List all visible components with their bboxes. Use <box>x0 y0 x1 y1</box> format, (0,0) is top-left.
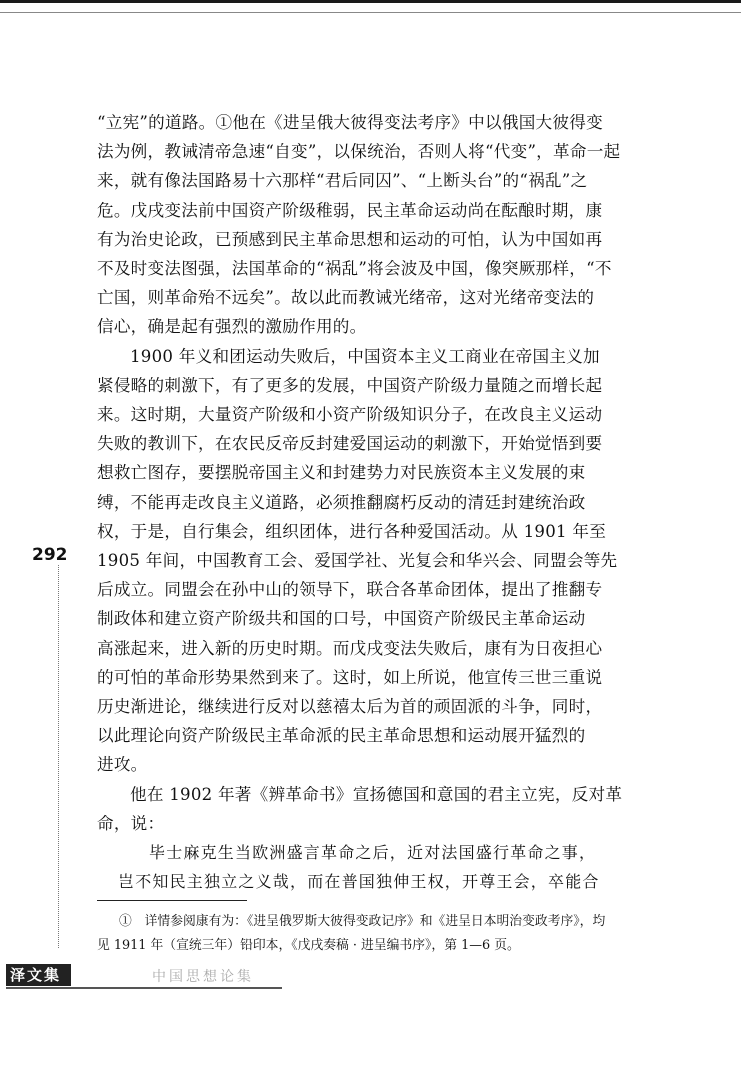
text-line: 想救亡图存，要摆脱帝国主义和封建势力对民族资本主义发展的束 <box>97 463 586 483</box>
text-line: 紧侵略的刺激下，有了更多的发展，中国资产阶级力量随之而增长起 <box>97 375 603 395</box>
footer-series-title: 中国思想论集 <box>152 969 254 985</box>
text-line: 权，于是，自行集会，组织团体，进行各种爱国活动。从 1901 年至 <box>97 521 607 541</box>
text-line: 历史渐进论，继续进行反对以慈禧太后为首的顽固派的斗争，同时， <box>97 697 603 717</box>
footer-rule <box>6 987 282 989</box>
text-line: 缚，不能再走改良主义道路，必须推翻腐朽反动的清廷封建统治政 <box>97 492 586 512</box>
text-line: 来，就有像法国路易十六那样“君后同囚”、“上断头台”的“祸乱”之 <box>97 171 588 191</box>
text-line: 后成立。同盟会在孙中山的领导下，联合各革命团体，提出了推翻专 <box>97 580 603 600</box>
margin-dotted-line <box>58 565 59 948</box>
text-line: 不及时变法图强，法国革命的“祸乱”将会波及中国，像突厥那样，“不 <box>97 259 612 279</box>
text-line: 信心，确是起有强烈的激励作用的。 <box>97 317 367 337</box>
footnote-rule <box>97 900 247 901</box>
paragraph-3 <box>97 780 645 838</box>
text-line: 危。戊戌变法前中国资产阶级稚弱，民主革命运动尚在酝酿时期，康 <box>97 200 603 220</box>
top-thin-rule <box>0 12 741 13</box>
quote-line: 毕士麻克生当欧洲盛言革命之后，近对法国盛行革命之事， <box>149 843 597 863</box>
text-line: 的可怕的革命形势果然到来了。这时，如上所说，他宣传三世三重说 <box>97 667 603 687</box>
quote-line: 岂不知民主独立之义哉，而在普国独伸王权，开尊王会，卒能合 <box>118 872 600 892</box>
text-line: 1900 年义和团运动失败后，中国资本主义工商业在帝国主义加 <box>130 346 600 366</box>
text-line: 有为治史论政，已预感到民主革命思想和运动的可怕，认为中国如再 <box>97 229 603 249</box>
text-line: 失败的教训下，在农民反帝反封建爱国运动的刺激下，开始觉悟到要 <box>97 434 603 454</box>
text-line: “立宪”的道路。①他在《进呈俄大彼得变法考序》中以俄国大彼得变 <box>97 113 603 132</box>
text-line: 他在 1902 年著《辨革命书》宣扬德国和意国的君主立宪，反对革 <box>130 784 623 804</box>
text-line: 高涨起来，进入新的历史时期。而戊戌变法失败后，康有为日夜担心 <box>97 638 603 658</box>
footnote-line: 见 1911 年（宣统三年）铅印本，《戊戌奏稿 · 进呈编书序》，第 1—6 页。 <box>97 938 520 953</box>
page-number: 292 <box>32 545 68 565</box>
paragraph-1 <box>97 108 645 342</box>
text-line: 制政体和建立资产阶级共和国的口号，中国资产阶级民主革命运动 <box>97 609 586 629</box>
footnote-line: ① 详情参阅康有为：《进呈俄罗斯大彼得变政记序》和《进呈日本明治变政考序》，均 <box>119 914 606 929</box>
footer-series-logo: 泽文集 <box>6 964 71 986</box>
body-text <box>97 108 645 896</box>
block-quote <box>97 838 645 896</box>
text-line: 1905 年间，中国教育工会、爱国学社、光复会和华兴会、同盟会等先 <box>97 551 618 571</box>
text-line: 命，说： <box>97 813 165 833</box>
paragraph-2 <box>97 342 645 780</box>
text-line: 亡国，则革命殆不远矣”。故以此而教诫光绪帝，这对光绪帝变法的 <box>97 288 595 308</box>
footnote <box>97 910 647 958</box>
text-line: 法为例，教诫清帝急速“自变”，以保统治，否则人将“代变”，革命一起 <box>97 142 621 162</box>
text-line: 进攻。 <box>97 755 148 775</box>
top-border-rule <box>0 0 741 3</box>
text-line: 来。这时期，大量资产阶级和小资产阶级知识分子，在改良主义运动 <box>97 405 603 425</box>
text-line: 以此理论向资产阶级民主革命派的民主革命思想和运动展开猛烈的 <box>97 726 586 746</box>
